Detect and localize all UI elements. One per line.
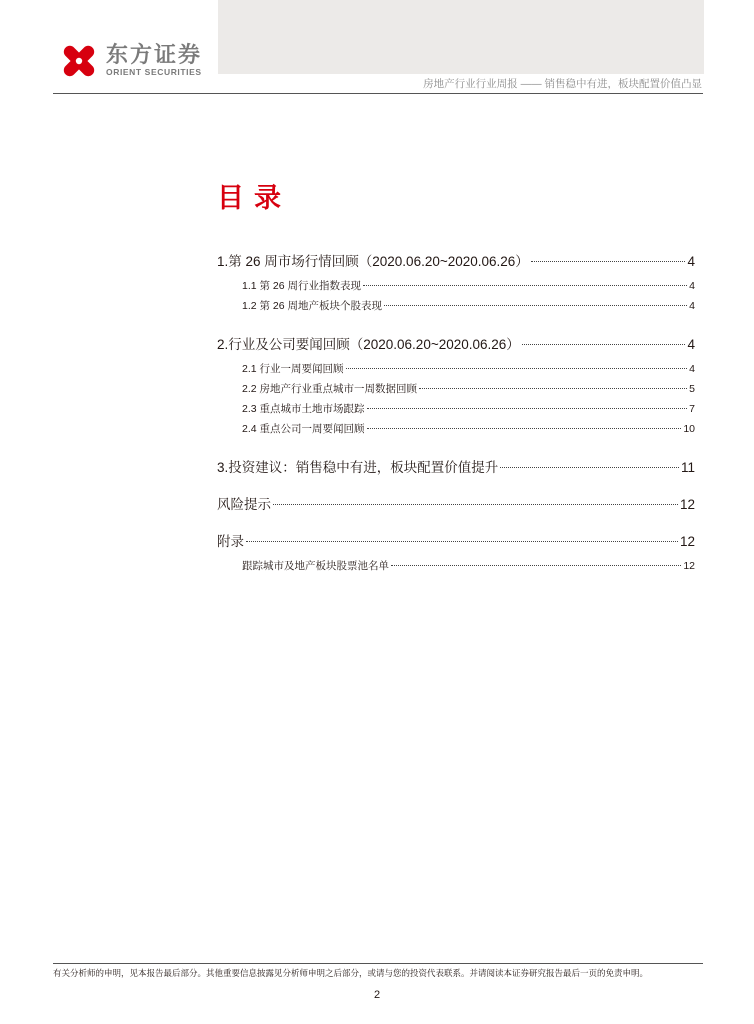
toc-subsection-entry[interactable] [242, 361, 695, 381]
toc-entry-page: 5 [689, 383, 695, 395]
toc-dot-leader [384, 305, 687, 306]
toc-entry-title: 1.2 第 26 周地产板块个股表现 [242, 300, 383, 312]
toc-entry-page: 7 [689, 403, 695, 415]
toc-heading: 目录 [217, 183, 291, 213]
table-of-contents [217, 240, 695, 578]
toc-entry-page: 12 [679, 497, 695, 512]
toc-dot-leader [346, 368, 688, 369]
toc-entry-page: 4 [689, 280, 695, 292]
toc-entry-page: 4 [689, 363, 695, 375]
toc-dot-leader [367, 428, 682, 429]
toc-dot-leader [363, 285, 687, 286]
company-logo [58, 36, 218, 86]
toc-subsection-entry[interactable] [242, 401, 695, 421]
toc-entry-page: 11 [680, 460, 695, 475]
toc-dot-leader [522, 344, 686, 345]
toc-entry-page: 12 [683, 560, 695, 572]
report-header-title: 房地产行业行业周报 —— 销售稳中有进，板块配置价值凸显 [423, 78, 702, 90]
toc-entry-page: 4 [689, 300, 695, 312]
toc-entry-title: 2.2 房地产行业重点城市一周数据回顾 [242, 383, 418, 395]
toc-entry-title: 跟踪城市及地产板块股票池名单 [242, 560, 389, 572]
header-background [218, 0, 704, 74]
toc-entry-title: 1.第 26 周市场行情回顾（2020.06.20~2020.06.26） [217, 254, 529, 269]
toc-section-entry[interactable] [217, 530, 695, 552]
page-number: 2 [373, 989, 381, 1001]
toc-subsection-entry[interactable] [242, 278, 695, 298]
toc-entry-title: 2.1 行业一周要闻回顾 [242, 363, 344, 375]
header-divider [53, 93, 703, 94]
logo-name-en: ORIENT SECURITIES [106, 67, 202, 77]
toc-section-entry[interactable] [217, 250, 695, 272]
toc-entry-page: 4 [687, 337, 695, 352]
toc-dot-leader [273, 504, 678, 505]
toc-dot-leader [367, 408, 688, 409]
toc-entry-page: 10 [683, 423, 695, 435]
toc-dot-leader [391, 565, 681, 566]
footer-disclaimer: 有关分析师的申明，见本报告最后部分。其他重要信息披露见分析师申明之后部分，或请与您的投资代表联系。并请阅读本证券研究报告最后一页的免责申明。 [53, 968, 649, 978]
toc-entry-title: 3.投资建议：销售稳中有进，板块配置价值提升 [217, 460, 499, 475]
toc-section-entry[interactable] [217, 456, 695, 478]
toc-subsection-entry[interactable] [242, 298, 695, 318]
toc-entry-title: 2.行业及公司要闻回顾（2020.06.20~2020.06.26） [217, 337, 520, 352]
toc-subsection-entry[interactable] [242, 421, 695, 441]
logo-mark-icon [58, 40, 100, 82]
toc-entry-title: 附录 [217, 534, 244, 549]
toc-dot-leader [419, 388, 687, 389]
toc-dot-leader [531, 261, 686, 262]
toc-subsection-entry[interactable] [242, 381, 695, 401]
toc-entry-page: 4 [687, 254, 695, 269]
logo-name-cn: 东方证券 [106, 42, 203, 67]
toc-entry-title: 2.3 重点城市土地市场跟踪 [242, 403, 365, 415]
toc-subsection-entry[interactable] [242, 558, 695, 578]
toc-section-entry[interactable] [217, 493, 695, 515]
toc-entry-page: 12 [679, 534, 695, 549]
footer-divider [53, 963, 703, 964]
toc-entry-title: 1.1 第 26 周行业指数表现 [242, 280, 362, 292]
toc-dot-leader [246, 541, 678, 542]
toc-section-entry[interactable] [217, 333, 695, 355]
toc-entry-title: 风险提示 [217, 497, 271, 512]
toc-dot-leader [500, 467, 679, 468]
toc-entry-title: 2.4 重点公司一周要闻回顾 [242, 423, 365, 435]
